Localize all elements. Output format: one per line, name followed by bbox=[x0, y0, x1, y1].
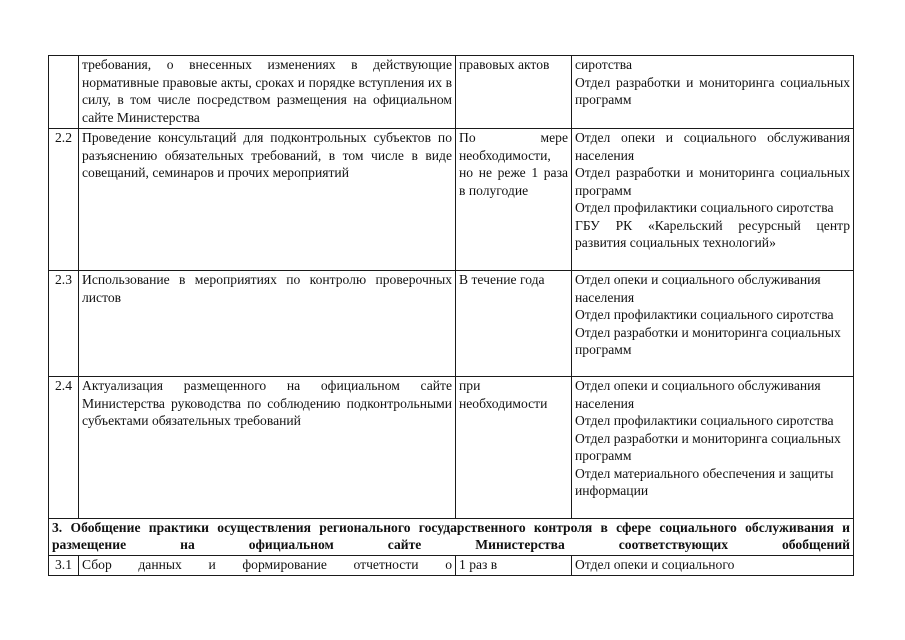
responsible-item: Отдел профилактики социального сиротства bbox=[575, 307, 834, 322]
task-cell: Сбор данных и формирование отчетности о bbox=[79, 556, 456, 576]
table-row bbox=[49, 556, 854, 576]
responsible-item: Отдел разработки и мониторинга социальных программ bbox=[575, 430, 841, 463]
responsible-item: Отдел материального обеспечения и защиты информации bbox=[575, 465, 834, 498]
table-row bbox=[49, 56, 854, 129]
term-cell: при необходимости bbox=[456, 377, 572, 519]
task-cell: Проведение консультаций для подконтрольных субъектов по разъяснению обязательных требований, в том числе в виде совещаний, семинаров и прочих мероприятий bbox=[79, 129, 456, 271]
term-cell: правовых актов bbox=[456, 56, 572, 129]
term-cell: По мере необходимости, но не реже 1 раза в полугодие bbox=[456, 129, 572, 271]
term-cell: В течение года bbox=[456, 271, 572, 377]
task-cell: требования, о внесенных изменениях в действующие нормативные правовые акты, сроках и порядке вступления их в силу, в том числе посредством размещения на официальном сайте Министерства bbox=[79, 56, 456, 129]
row-number: 2.3 bbox=[49, 271, 79, 377]
responsible-cell: Отдел опеки и социального bbox=[572, 556, 854, 576]
row-number: 2.4 bbox=[49, 377, 79, 519]
row-number: 2.2 bbox=[49, 129, 79, 271]
table-row bbox=[49, 377, 854, 519]
responsible-cell bbox=[572, 56, 854, 129]
responsible-cell bbox=[572, 271, 854, 377]
row-number bbox=[49, 56, 79, 129]
responsible-item: Отдел опеки и социального обслуживания населения bbox=[575, 272, 821, 305]
responsible-item: ГБУ РК «Карельский ресурсный центр развития социальных технологий» bbox=[575, 217, 850, 250]
responsible-item: Отдел опеки и социального обслуживания населения bbox=[575, 130, 850, 163]
responsible-item: Отдел разработки и мониторинга социальных программ bbox=[575, 74, 850, 107]
task-cell: Использование в мероприятиях по контролю проверочных листов bbox=[79, 271, 456, 377]
responsible-item: сиротства bbox=[575, 57, 633, 72]
task-cell: Актуализация размещенного на официальном сайте Министерства руководства по соблюдению подконтрольными субъектами обязательных требований bbox=[79, 377, 456, 519]
measures-table bbox=[48, 55, 854, 576]
responsible-item: Отдел разработки и мониторинга социальных программ bbox=[575, 324, 841, 357]
section-row bbox=[49, 519, 854, 556]
responsible-cell bbox=[572, 377, 854, 519]
responsible-item: Отдел разработки и мониторинга социальных программ bbox=[575, 165, 850, 198]
term-cell: 1 раз в bbox=[456, 556, 572, 576]
responsible-cell bbox=[572, 129, 854, 271]
section-heading: 3. Обобщение практики осуществления регионального государственного контроля в сфере социального обслуживания и размещение на официальном сайте Министерства соответствующих обобщений bbox=[49, 519, 854, 556]
responsible-item: Отдел опеки и социального обслуживания населения bbox=[575, 378, 821, 411]
responsible-item: Отдел профилактики социального сиротства bbox=[575, 200, 834, 215]
table-row bbox=[49, 129, 854, 271]
responsible-item: Отдел профилактики социального сиротства bbox=[575, 413, 834, 428]
table-row bbox=[49, 271, 854, 377]
row-number: 3.1 bbox=[49, 556, 79, 576]
